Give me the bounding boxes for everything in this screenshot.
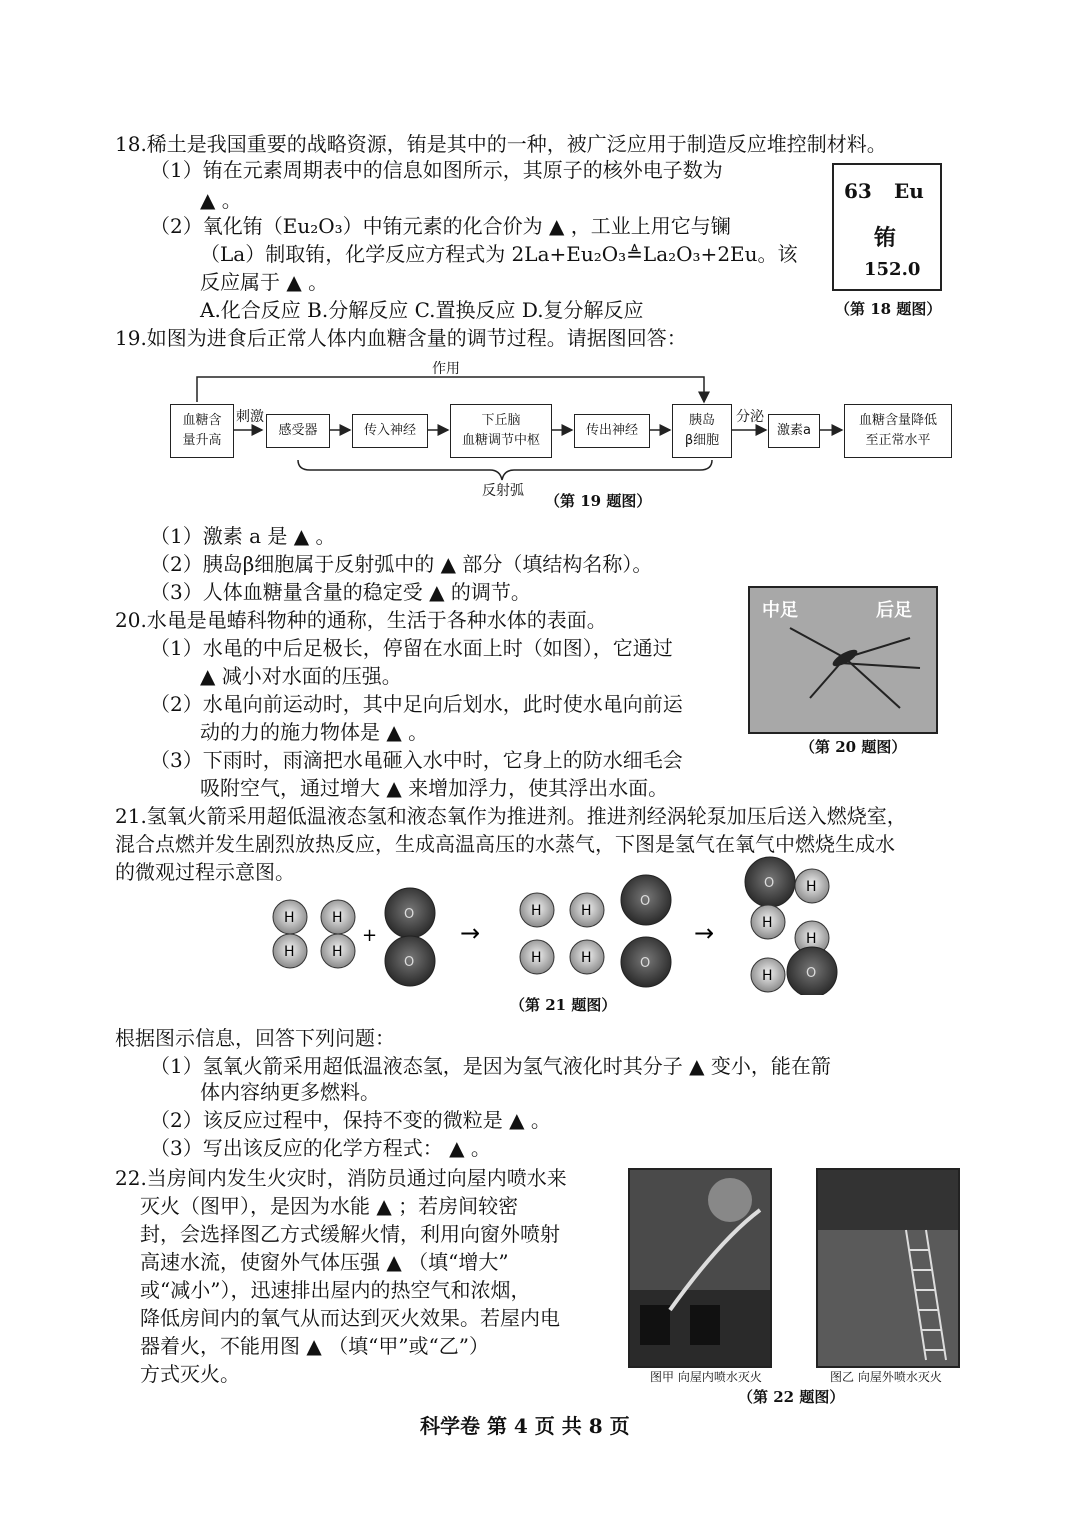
flow-box-receptor-label: 感受器 [278,423,318,438]
q20-part1-b: ▲ 减小对水面的压强。 [200,664,402,688]
q22-line-7: 器着火，不能用图 ▲ （填“甲”或“乙”） [140,1334,489,1358]
page-footer: 科学卷 第 4 页 共 8 页 [420,1414,630,1438]
atom-label-h: H [581,950,592,966]
molecule-diagram [260,855,860,995]
reaction-arrow: → [460,919,481,947]
q22-line-2: 灭火（图甲），是因为水能 ▲ ；若房间较密 [140,1194,519,1218]
q22-caption: （第 22 题图） [738,1388,845,1406]
atom-label-h: H [806,931,817,947]
q20-caption: （第 20 题图） [800,738,907,756]
flow-box-glucose-rise-l2: 量升高 [182,433,222,448]
firefight-photo-a [628,1168,772,1368]
atom-label-h: H [332,910,343,926]
q18-part2-c: 反应属于 ▲ 。 [200,270,329,294]
q22-line-6: 降低房间内的氧气从而达到灭火效果。若屋内电 [140,1306,560,1330]
q20-part2-b: 动的力的施力物体是 ▲ 。 [200,720,429,744]
q18-part1-b: ▲ 。 [200,188,242,212]
q18-stem: 18.稀土是我国重要的战略资源，铕是其中的一种，被广泛应用于制造反应堆控制材料。 [115,132,887,156]
q18-part2-a: （2）氧化铕（Eu₂O₃）中铕元素的化合价为 ▲ ，工业上用它与镧 [150,214,731,238]
flow-box-receptor [266,414,330,448]
flow-box-glucose-normal-l1: 血糖含量降低 [858,413,937,428]
water-strider-photo [748,586,938,734]
photo-label-rear-leg: 后足 [876,600,912,621]
atom-label-o: O [404,955,415,970]
atom-label-h: H [332,944,343,960]
flow-box-beta-cell [672,404,732,458]
atom-label-o: O [640,956,651,971]
flow-box-efferent-label: 传出神经 [585,423,638,438]
q21-intro: 根据图示信息，回答下列问题： [115,1026,395,1050]
atom-label-h: H [284,910,295,926]
firefight-illustration-b [818,1170,958,1366]
q22-line-3: 封，会选择图乙方式缓解火情，利用向窗外喷射 [140,1222,560,1246]
flow-box-hypothalamus [450,404,552,458]
element-name: 铕 [874,225,897,251]
photo-label-middle-leg: 中足 [762,600,798,621]
flow-box-hypothalamus-l2: 血糖调节中枢 [461,433,540,448]
flow-box-efferent [574,414,650,448]
flow-box-afferent-label: 传入神经 [363,423,416,438]
atom-label-o: O [806,966,817,981]
atom-label-h: H [531,903,542,919]
flow-top-label: 作用 [432,361,460,377]
atom-label-h: H [284,944,295,960]
q22-line-5: 或“减小”），迅速排出屋内的热空气和浓烟， [140,1278,531,1302]
q21-stem-3: 的微观过程示意图。 [115,860,295,884]
flow-box-beta-cell-l2: β细胞 [684,433,720,448]
flow-box-afferent [352,414,428,448]
firefight-photo-b [816,1168,960,1368]
q21-stem-2: 混合点燃并发生剧烈放热反应，生成高温高压的水蒸气，下图是氢气在氧气中燃烧生成水 [115,832,895,856]
o2-molecule [385,888,435,986]
q19-part1: （1）激素 a 是 ▲ 。 [150,524,336,548]
atom-label-o: O [640,894,651,909]
q19-part3: （3）人体血糖量含量的稳定受 ▲ 的调节。 [150,580,531,604]
flow-arrow-secrete-label: 分泌 [736,409,764,425]
flow-box-glucose-rise-l1: 血糖含 [182,413,222,428]
atom-label-h: H [806,879,817,895]
photo-a-caption: 图甲 向屋内喷水灭火 [650,1370,762,1384]
q20-part3-b: 吸附空气，通过增大 ▲ 来增加浮力，使其浮出水面。 [200,776,669,800]
flow-box-glucose-rise [170,404,234,458]
flow-arrow-stimulus-label: 刺激 [236,409,264,425]
flow-box-beta-cell-l1: 胰岛 [688,413,715,428]
atom-label-o: O [404,907,415,922]
flow-box-glucose-normal-l2: 至正常水平 [865,433,931,448]
q21-part1-b: 体内容纳更多燃料。 [200,1080,380,1104]
q21-caption: （第 21 题图） [510,996,617,1014]
flow-box-hormone-a-label: 激素a [777,423,811,438]
q21-stem-1: 21.氢氧火箭采用超低温液态氢和液态氧作为推进剂。推进剂经涡轮泵加压后送入燃烧室， [115,804,907,828]
q21-part1-a: （1）氢氧火箭采用超低温液态氢，是因为氢气液化时其分子 ▲ 变小，能在箭 [150,1054,831,1078]
atom-label-h: H [531,950,542,966]
q20-part2-a: （2）水黾向前运动时，其中足向后划水，此时使水黾向前运 [150,692,683,716]
q19-flowchart [0,0,1080,520]
q22-line-1: 22.当房间内发生火灾时，消防员通过向屋内喷水来 [115,1166,567,1190]
q20-part1-a: （1）水黾的中后足极长，停留在水面上时（如图），它通过 [150,636,673,660]
atom-label-h: H [762,915,773,931]
q22-line-4: 高速水流，使窗外气体压强 ▲ （填“增大” [140,1250,509,1274]
q19-caption: （第 19 题图） [545,492,652,510]
q20-part3-a: （3）下雨时，雨滴把水黾砸入水中时，它身上的防水细毛会 [150,748,683,772]
reaction-arrow: → [694,919,715,947]
q20-stem: 20.水黾是黾蝽科物种的通称，生活于各种水体的表面。 [115,608,607,632]
q18-options: A.化合反应 B.分解反应 C.置换反应 D.复分解反应 [200,298,644,322]
photo-b-caption: 图乙 向屋外喷水灭火 [830,1370,942,1384]
flow-brace-label: 反射弧 [482,483,524,499]
q21-part3: （3）写出该反应的化学方程式： ▲ 。 [150,1136,491,1160]
flow-box-hypothalamus-l1: 下丘脑 [481,413,521,428]
flow-box-glucose-normal [844,404,952,458]
element-number: 63 [844,179,872,203]
q22-line-8: 方式灭火。 [140,1362,240,1386]
element-mass: 152.0 [864,259,921,280]
atom-label-o: O [764,876,775,891]
atom-label-h: H [762,968,773,984]
q19-part2: （2）胰岛β细胞属于反射弧中的 ▲ 部分（填结构名称）。 [150,552,653,576]
q18-part2-b: （La）制取铕，化学反应方程式为 2La+Eu₂O₃≜La₂O₃+2Eu。该 [200,242,798,266]
q21-part2: （2）该反应过程中，保持不变的微粒是 ▲ 。 [150,1108,551,1132]
q18-part1-a: （1）铕在元素周期表中的信息如图所示，其原子的核外电子数为 [150,158,723,182]
flow-box-hormone-a [768,414,820,448]
element-symbol: Eu [894,179,924,203]
q19-stem: 19.如图为进食后正常人体内血糖含量的调节过程。请据图回答： [115,326,687,350]
atom-label-h: H [581,903,592,919]
plus-sign: + [362,925,378,946]
q18-caption: （第 18 题图） [835,300,942,318]
firefight-illustration-a [630,1170,770,1366]
